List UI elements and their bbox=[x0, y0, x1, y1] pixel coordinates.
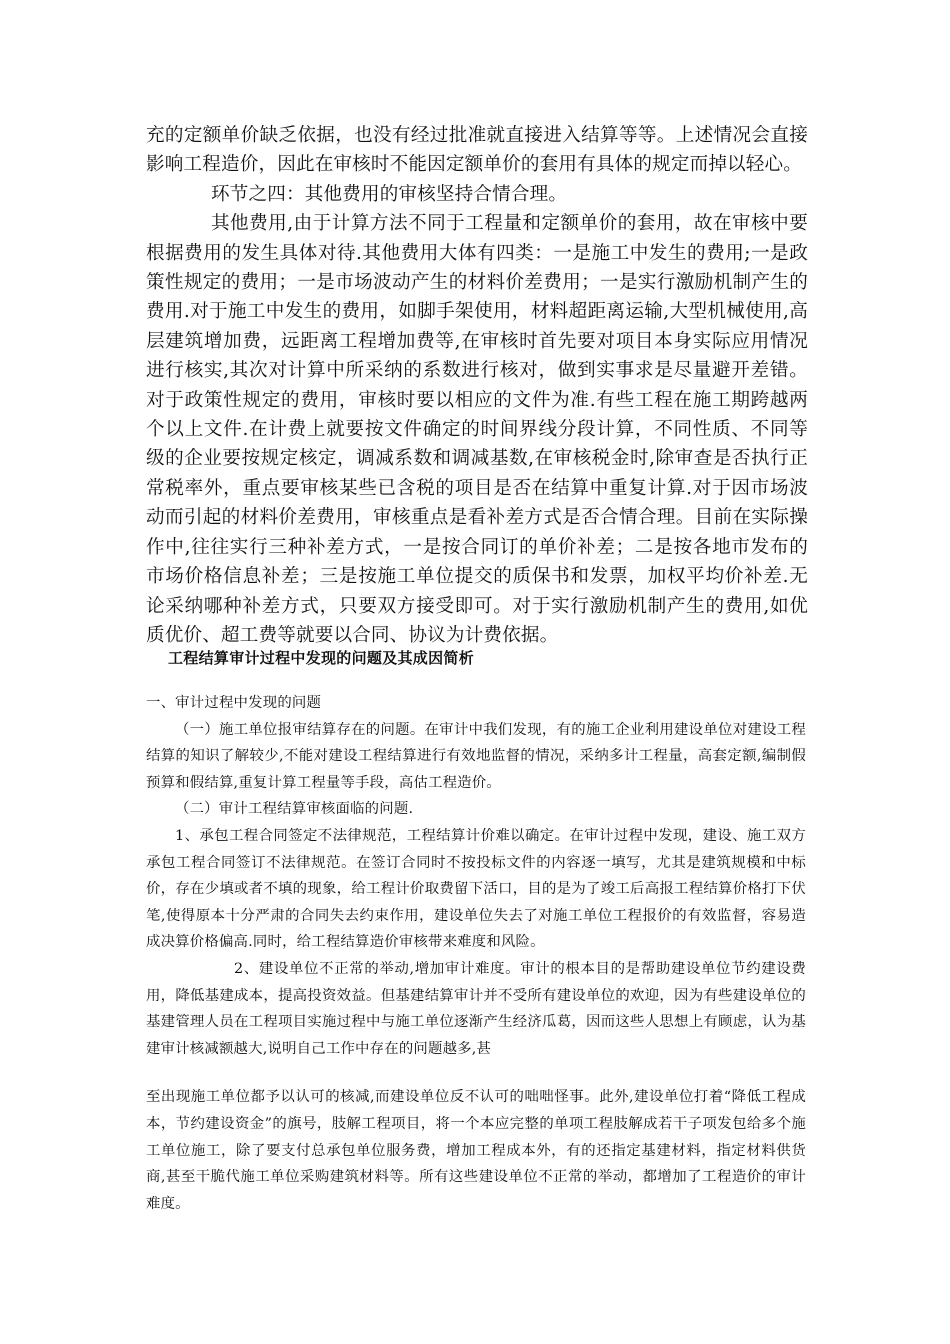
paragraph-owner-behavior: 2、建设单位不正常的举动,增加审计难度。审计的根本目的是帮助建设单位节约建设费用，降低基建成本，提高投资效益。但基建结算审计并不受所有建设单位的欢迎，因为有些建设单位的基建管理人员在工程项目实施过程中与施工单位逐渐产生经济瓜葛，因而这些人思想上有顾虑，认为基建审计核减额越大,说明自己工作中存在的问题越多,甚 bbox=[146, 960, 806, 1057]
paragraph-owner-behavior-continued: 至出现施工单位都予以认可的核减,而建设单位反不认可的咄咄怪事。此外,建设单位打着“降低工程成本，节约建设资金”的旗号，肢解工程项目，将一个本应完整的单项工程肢解成若干子项发包给多个施工单位施工，除了要支付总承包单位服务费，增加工程成本外，有的还指定基建材料，指定材料供货商,甚至干脆代施工单位采购建筑材料等。所有这些建设单位不正常的举动，都增加了工程造价的审计难度。 bbox=[146, 1089, 806, 1212]
paragraph-other-fees: 其他费用,由于计算方法不同于工程量和定额单价的套用，故在审核中要根据费用的发生具体对待.其他费用大体有四类：一是施工中发生的费用;一是政策性规定的费用；一是市场波动产生的材料价差费用；一是实行激励机制产生的费用.对于施工中发生的费用，如脚手架使用，材料超距离运输,大型机械使用,高层建筑增加费，远距离工程增加费等,在审核时首先要对项目本身实际应用情况进行核实,其次对计算中所采纳的系数进行核对，做到实事求是尽量避开差错。对于政策性规定的费用，审核时要以相应的文件为准.有些工程在施工期跨越两个以上文件.在计费上就要按文件确定的时间界线分段计算，不同性质、不同等级的企业要按规定核定，调减系数和调减基数,在审核税金时,除审查是否执行正常税率外，重点要审核某些已含税的项目是否在结算中重复计算.对于因市场波动而引起的材料价差费用，审核重点是看补差方式是否合情合理。目前在实际操作中,往往实行三种补差方式，一是按合同订的单价补差；二是按各地市发布的市场价格信息补差；三是按施工单位提交的质保书和发票，加权平均价补差.无论采纳哪种补差方式，只要双方接受即可。对于实行激励机制产生的费用,如优质优价、超工费等就要以合同、协议为计费依据。 bbox=[146, 213, 808, 646]
paragraph-contractor-issues: （一）施工单位报审结算存在的问题。在审计中我们发现，有的施工企业利用建设单位对建设工程结算的知识了解较少,不能对建设工程结算进行有效地监督的情况，采纳多计工程量，高套定额,编制假预算和假结算,重复计算工程量等手段，高估工程造价。 bbox=[146, 721, 806, 791]
subheading-problems: 一、审计过程中发现的问题 bbox=[146, 695, 322, 711]
paragraph-step-four-title: 环节之四：其他费用的审核坚持合情合理。 bbox=[211, 183, 568, 205]
paragraph-audit-issues-title: （二）审计工程结算审核面临的问题. bbox=[175, 801, 414, 818]
section-small-text bbox=[146, 690, 806, 1217]
paragraph-contract-issues: 1、承包工程合同签定不法律规范，工程结算计价难以确定。在审计过程中发现，建设、施工双方承包工程合同签订不法律规范。在签订合同时不按投标文件的内容逐一填写，尤其是建筑规模和中标价，存在少填或者不填的现象，给工程计价取费留下活口，目的是为了竣工后高报工程结算价格打下伏笔,使得原本十分严肃的合同失去约束作用，建设单位失去了对施工单位工程报价的有效监督，容易造成决算价格偏高.同时，给工程结算造价审核带来难度和风险。 bbox=[146, 827, 806, 951]
section-large-text bbox=[146, 121, 808, 650]
article-heading: 工程结算审计过程中发现的问题及其成因简析 bbox=[168, 649, 475, 667]
paragraph-continuation: 充的定额单价缺乏依据，也没有经过批准就直接进入结算等等。上述情况会直接影响工程造价，因此在审核时不能因定额单价的套用有具体的规定而掉以轻心。 bbox=[146, 125, 808, 176]
